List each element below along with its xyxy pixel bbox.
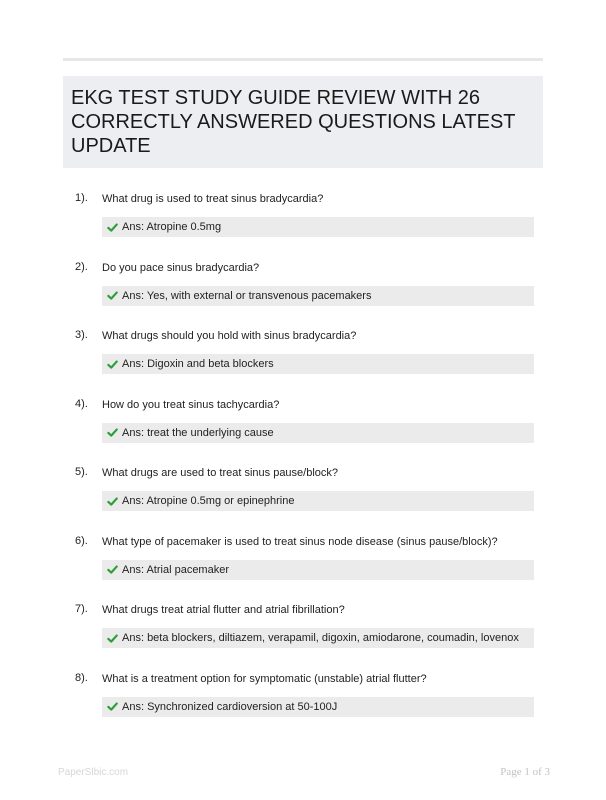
check-icon — [107, 701, 118, 712]
question-item — [63, 255, 543, 324]
answer-box — [102, 560, 534, 580]
question-item — [63, 666, 543, 735]
answer-box — [102, 697, 534, 717]
question-text: How do you treat sinus tachycardia? — [102, 398, 280, 411]
answer-box — [102, 628, 534, 648]
question-item — [63, 597, 543, 666]
document-title: EKG TEST STUDY GUIDE REVIEW WITH 26 CORRECTLY ANSWERED QUESTIONS LATEST UPDATE — [71, 87, 516, 157]
page-indicator: Page 1 of 3 — [500, 766, 550, 778]
answer-text: Ans: beta blockers, diltiazem, verapamil, digoxin, amiodarone, coumadin, lovenox — [122, 632, 519, 644]
title-banner — [63, 76, 543, 168]
question-item — [63, 186, 543, 255]
question-number: 5). — [75, 466, 88, 478]
answer-text: Ans: Atropine 0.5mg — [122, 221, 222, 233]
question-list — [63, 186, 543, 734]
answer-text: Ans: Digoxin and beta blockers — [122, 358, 274, 370]
answer-box — [102, 423, 534, 443]
answer-text: Ans: Atropine 0.5mg or epinephrine — [122, 495, 295, 507]
question-number: 8). — [75, 671, 88, 684]
check-icon — [107, 633, 118, 644]
answer-box — [102, 491, 534, 511]
question-text: What is a treatment option for symptomatic (unstable) atrial flutter? — [102, 672, 427, 685]
footer-watermark: PaperSlbic.com — [58, 767, 129, 778]
top-divider — [63, 58, 543, 61]
answer-text: Ans: treat the underlying cause — [122, 426, 274, 439]
check-icon — [107, 427, 118, 438]
answer-box — [102, 217, 534, 237]
question-text: Do you pace sinus bradycardia? — [102, 261, 260, 274]
question-number: 1). — [75, 192, 88, 204]
question-item — [63, 529, 543, 598]
question-number: 7). — [75, 603, 88, 615]
check-icon — [107, 290, 118, 301]
question-number: 2). — [75, 260, 88, 273]
question-text: What type of pacemaker is used to treat sinus node disease (sinus pause/block)? — [102, 535, 498, 548]
check-icon — [107, 359, 118, 370]
check-icon — [107, 564, 118, 575]
answer-text: Ans: Yes, with external or transvenous pacemakers — [122, 289, 372, 302]
answer-text: Ans: Atrial pacemaker — [122, 563, 229, 576]
check-icon — [107, 222, 118, 233]
question-item — [63, 323, 543, 392]
question-text: What drugs should you hold with sinus bradycardia? — [102, 330, 357, 342]
question-number: 4). — [75, 397, 88, 410]
answer-box — [102, 286, 534, 306]
question-number: 6). — [75, 534, 88, 547]
check-icon — [107, 496, 118, 507]
answer-text: Ans: Synchronized cardioversion at 50-100J — [122, 700, 338, 713]
answer-box — [102, 354, 534, 374]
question-text: What drug is used to treat sinus bradycardia? — [102, 193, 324, 205]
question-number: 3). — [75, 329, 88, 341]
question-text: What drugs treat atrial flutter and atrial fibrillation? — [102, 604, 345, 616]
question-text: What drugs are used to treat sinus pause/block? — [102, 467, 339, 479]
question-item — [63, 392, 543, 461]
question-item — [63, 460, 543, 529]
